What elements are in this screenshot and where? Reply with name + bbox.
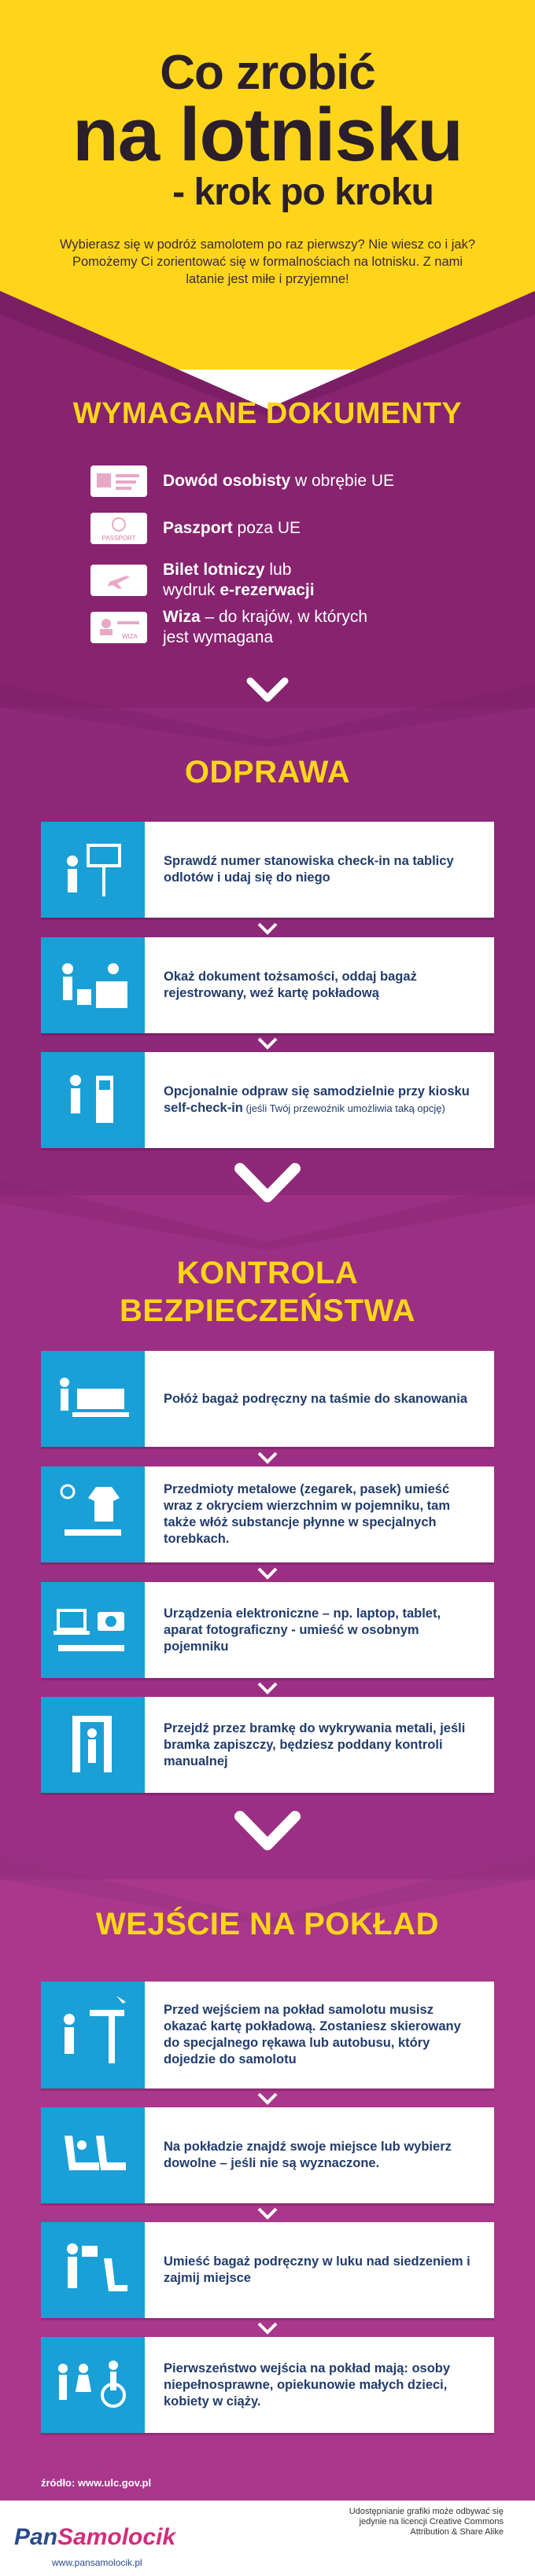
title-line-1: Co zrobić	[160, 46, 375, 100]
step-text	[145, 1052, 494, 1148]
step-card	[41, 1052, 494, 1148]
chevron-down-icon	[0, 1810, 535, 1858]
step-text: Okaż dokument tożsamości, oddaj bagaż rejestrowany, weź kartę pokładową	[164, 970, 417, 1000]
logo-url: www.pansamolocik.pl	[52, 2557, 142, 2568]
overhead-bin-icon	[41, 2222, 145, 2318]
step-card	[41, 1697, 494, 1793]
chevron-down-icon	[0, 1162, 535, 1210]
step-text: Umieść bagaż podręczny w luku nad siedzeniem i zajmij miejsce	[164, 2254, 470, 2285]
step-text: Przedmioty metalowe (zegarek, pasek) umieść wraz z okryciem wierzchnim w pojemniku, tam także włóż substancje płynne w specjalnych torebkach.	[164, 1482, 451, 1546]
step-card	[41, 2222, 494, 2318]
step-card	[41, 1351, 494, 1447]
checkin-title: ODPRAWA	[184, 755, 351, 789]
document-name: Bilet lotniczy	[163, 561, 265, 579]
self-checkin-kiosk-icon	[41, 1052, 145, 1148]
document-scope-bold: e-rezerwacji	[220, 581, 315, 599]
step-text-note: (jeśli Twój przewoźnik umożliwia taką opcję)	[242, 1102, 445, 1114]
metal-items-tray-icon	[41, 1466, 145, 1562]
metal-detector-gate-icon	[41, 1697, 145, 1793]
step-text-main: Opcjonalnie odpraw się samodzielnie przy kiosku self-check-in	[164, 1084, 470, 1115]
logo-samolocik: Samolocik	[57, 2524, 176, 2550]
source-credit: źródło: www.ulc.gov.pl	[41, 2477, 152, 2489]
step-card	[41, 1582, 494, 1678]
boarding-gate-icon	[41, 1982, 145, 2088]
document-name: Paszport	[163, 519, 233, 537]
document-scope: lub	[264, 561, 292, 579]
document-scope: w obrębie UE	[290, 472, 395, 490]
document-scope: poza UE	[232, 519, 301, 537]
document-scope-line2: jest wymagana	[163, 628, 274, 646]
pansamolocik-logo	[14, 2524, 175, 2551]
step-card	[41, 2107, 494, 2203]
title-line-3: - krok po kroku	[172, 171, 434, 213]
visa-icon-label: WIZA	[122, 633, 138, 640]
airplane-ticket-icon	[90, 565, 147, 596]
step-text: Na pokładzie znajdź swoje miejsce lub wybierz dowolne – jeśli nie są wyznaczone.	[164, 2140, 452, 2170]
logo-pan: Pan	[14, 2524, 58, 2550]
step-text: Przed wejściem na pokład samolotu musisz okazać kartę pokładową. Zostaniesz skierowany do specjalnego rękawa lub autobusu, który dojedzie do samolotu	[164, 2003, 461, 2066]
document-item	[90, 513, 301, 544]
step-text: Pierwszeństwo wejścia na pokład mają: osoby niepełnosprawne, opiekunowie małych dzieci, kobiety w ciąży.	[164, 2361, 451, 2409]
document-item	[90, 466, 394, 497]
intro-text: Wybierasz się w podróż samolotem po raz pierwszy? Nie wiesz co i jak? Pomożemy Ci zorientować się w formalnościach na lotnisku. Z nami latanie jest miłe i przyjemne!	[59, 237, 476, 286]
step-card	[41, 937, 494, 1033]
chevron-down-icon	[0, 676, 535, 708]
boarding-title: WEJŚCIE NA POKŁAD	[96, 1907, 439, 1941]
document-name: Wiza	[163, 608, 201, 626]
document-name: Dowód osobisty	[163, 472, 291, 490]
id-card-icon	[90, 466, 147, 497]
passport-icon-label: PASSPORT	[101, 535, 136, 542]
document-scope: – do krajów, w których	[200, 608, 368, 626]
priority-passengers-icon	[41, 2337, 145, 2433]
checkin-desk-icon	[41, 937, 145, 1033]
passport-icon	[90, 513, 147, 544]
baggage-scanner-icon	[41, 1351, 145, 1447]
step-card	[41, 1466, 494, 1562]
step-text: Przejdź przez bramkę do wykrywania metali, jeśli bramka zapiszczy, będziesz poddany kontroli manualnej	[164, 1720, 466, 1768]
documents-title: WYMAGANE DOKUMENTY	[72, 397, 463, 430]
license-note: Udostępnianie grafiki może odbywać się jedynie na licencji Creative Commons Attribution & Share Alike	[349, 2507, 504, 2537]
electronics-icon	[41, 1582, 145, 1678]
step-text: Połóż bagaż podręczny na taśmie do skanowania	[164, 1391, 468, 1406]
title-line-2: na lotnisku	[72, 93, 463, 177]
document-item	[90, 560, 315, 601]
step-card	[41, 2337, 494, 2433]
document-item	[90, 607, 367, 648]
document-scope-line2: wydruk	[163, 581, 220, 599]
security-title-line-1: KONTROLA	[176, 1256, 359, 1290]
step-text: Urządzenia elektroniczne – np. laptop, tablet, aparat fotograficzny - umieść w osobnym pojemniku	[164, 1606, 441, 1654]
step-card	[41, 822, 494, 918]
step-text: Sprawdź numer stanowiska check-in na tablicy odlotów i udaj się do niego	[164, 854, 454, 885]
step-card	[41, 1982, 494, 2088]
security-title	[0, 1254, 535, 1330]
security-title-line-2: BEZPIECZEŃSTWA	[120, 1294, 415, 1328]
departure-board-icon	[41, 822, 145, 918]
visa-icon	[90, 612, 147, 643]
page-title	[0, 47, 535, 214]
airplane-seat-icon	[41, 2107, 145, 2203]
